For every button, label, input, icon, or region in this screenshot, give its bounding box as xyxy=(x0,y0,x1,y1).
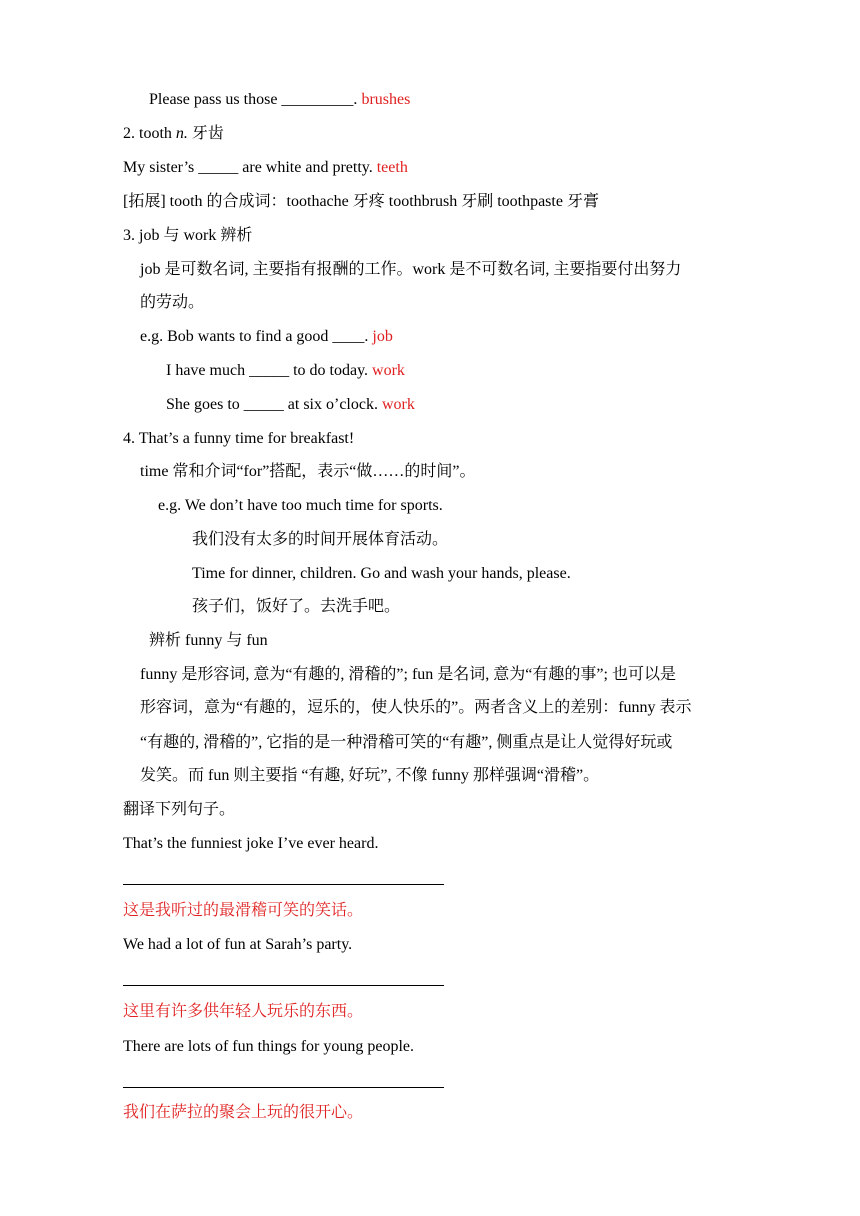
sentence-text: There are lots of fun things for young people. xyxy=(123,1038,415,1055)
example-text: e.g. Bob wants to find a good ____. xyxy=(140,328,373,345)
explanation-line xyxy=(140,260,681,280)
exercise-heading xyxy=(123,800,235,820)
answer-text: 这是我听过的最滑稽可笑的笑话。 xyxy=(123,902,364,919)
answer-blank-line xyxy=(123,985,444,986)
answer-text: job xyxy=(372,328,393,345)
translation-text: 我们没有太多的时间开展体育活动。 xyxy=(192,531,449,548)
text-line-3 xyxy=(123,158,408,178)
exercise-text: Please pass us those _________. xyxy=(149,91,362,108)
extension-text: [拓展] tooth 的合成词：toothache 牙疼 toothbrush 牙刷 toothpaste 牙膏 xyxy=(123,193,599,210)
heading-meaning: 牙齿 xyxy=(187,125,224,142)
heading-text: 4. That’s a funny time for breakfast! xyxy=(123,430,355,447)
item-heading-job-work xyxy=(123,226,252,246)
sentence-text: We had a lot of fun at Sarah’s party. xyxy=(123,936,353,953)
answer-blank-line xyxy=(123,884,444,885)
answer-text: teeth xyxy=(376,159,408,176)
subheading-text: 辨析 funny 与 fun xyxy=(149,632,268,649)
example-line xyxy=(140,327,393,347)
explanation-text: job 是可数名词, 主要指有报酬的工作。work 是不可数名词, 主要指要付出努力 xyxy=(140,261,682,278)
explanation-line xyxy=(140,698,692,718)
answer-text: brushes xyxy=(361,91,411,108)
heading-text: 翻译下列句子。 xyxy=(123,801,236,818)
part-of-speech: n. xyxy=(175,125,188,142)
heading-text: 3. job 与 work 辨析 xyxy=(123,227,253,244)
sentence-line xyxy=(123,1037,414,1057)
explanation-text: time 常和介词“for”搭配，表示“做……的时间”。 xyxy=(140,463,476,480)
extension-line xyxy=(123,192,599,212)
answer-text: work xyxy=(381,396,415,413)
answer-text: 我们在萨拉的聚会上玩的很开心。 xyxy=(123,1104,364,1121)
explanation-line xyxy=(140,293,204,313)
sentence-line xyxy=(123,935,352,955)
example-translation xyxy=(192,597,400,617)
answer-line xyxy=(123,901,363,921)
sentence-text: That’s the funniest joke I’ve ever heard. xyxy=(123,835,379,852)
explanation-text: funny 是形容词, 意为“有趣的, 滑稽的”; fun 是名词, 意为“有趣的事”; 也可以是 xyxy=(140,666,676,683)
sentence-line xyxy=(123,834,378,854)
example-line xyxy=(192,564,571,584)
explanation-line xyxy=(140,733,672,753)
answer-text: work xyxy=(372,362,405,379)
translation-text: 孩子们，饭好了。去洗手吧。 xyxy=(192,598,401,615)
example-translation xyxy=(192,530,448,550)
example-line xyxy=(158,496,443,516)
explanation-line xyxy=(140,462,476,482)
explanation-text: 的劳动。 xyxy=(140,294,205,311)
example-text: e.g. We don’t have too much time for sports. xyxy=(158,497,443,514)
subheading-funny-fun xyxy=(149,631,268,651)
answer-text: 这里有许多供年轻人玩乐的东西。 xyxy=(123,1003,364,1020)
explanation-text: “有趣的, 滑稽的”, 它指的是一种滑稽可笑的“有趣”, 侧重点是让人觉得好玩或 xyxy=(140,734,673,751)
example-text: She goes to _____ at six o’clock. xyxy=(166,396,382,413)
answer-line xyxy=(123,1002,363,1022)
item-heading-tooth xyxy=(123,124,224,144)
explanation-line xyxy=(140,665,676,685)
item-heading-funny-time xyxy=(123,429,354,449)
answer-blank-line xyxy=(123,1087,444,1088)
example-text: I have much _____ to do today. xyxy=(166,362,373,379)
exercise-text: My sister’s _____ are white and pretty. xyxy=(123,159,377,176)
example-text: Time for dinner, children. Go and wash your hands, please. xyxy=(192,565,571,582)
explanation-line xyxy=(140,766,599,786)
answer-line xyxy=(123,1103,363,1123)
example-line xyxy=(166,395,415,415)
explanation-text: 形容词，意为“有趣的，逗乐的，使人快乐的”。两者含义上的差别：funny 表示 xyxy=(140,699,692,716)
heading-text: 2. tooth xyxy=(123,125,176,142)
text-line-1 xyxy=(149,90,410,110)
example-line xyxy=(166,361,405,381)
explanation-text: 发笑。而 fun 则主要指 “有趣, 好玩”, 不像 funny 那样强调“滑稽”。 xyxy=(140,767,600,784)
